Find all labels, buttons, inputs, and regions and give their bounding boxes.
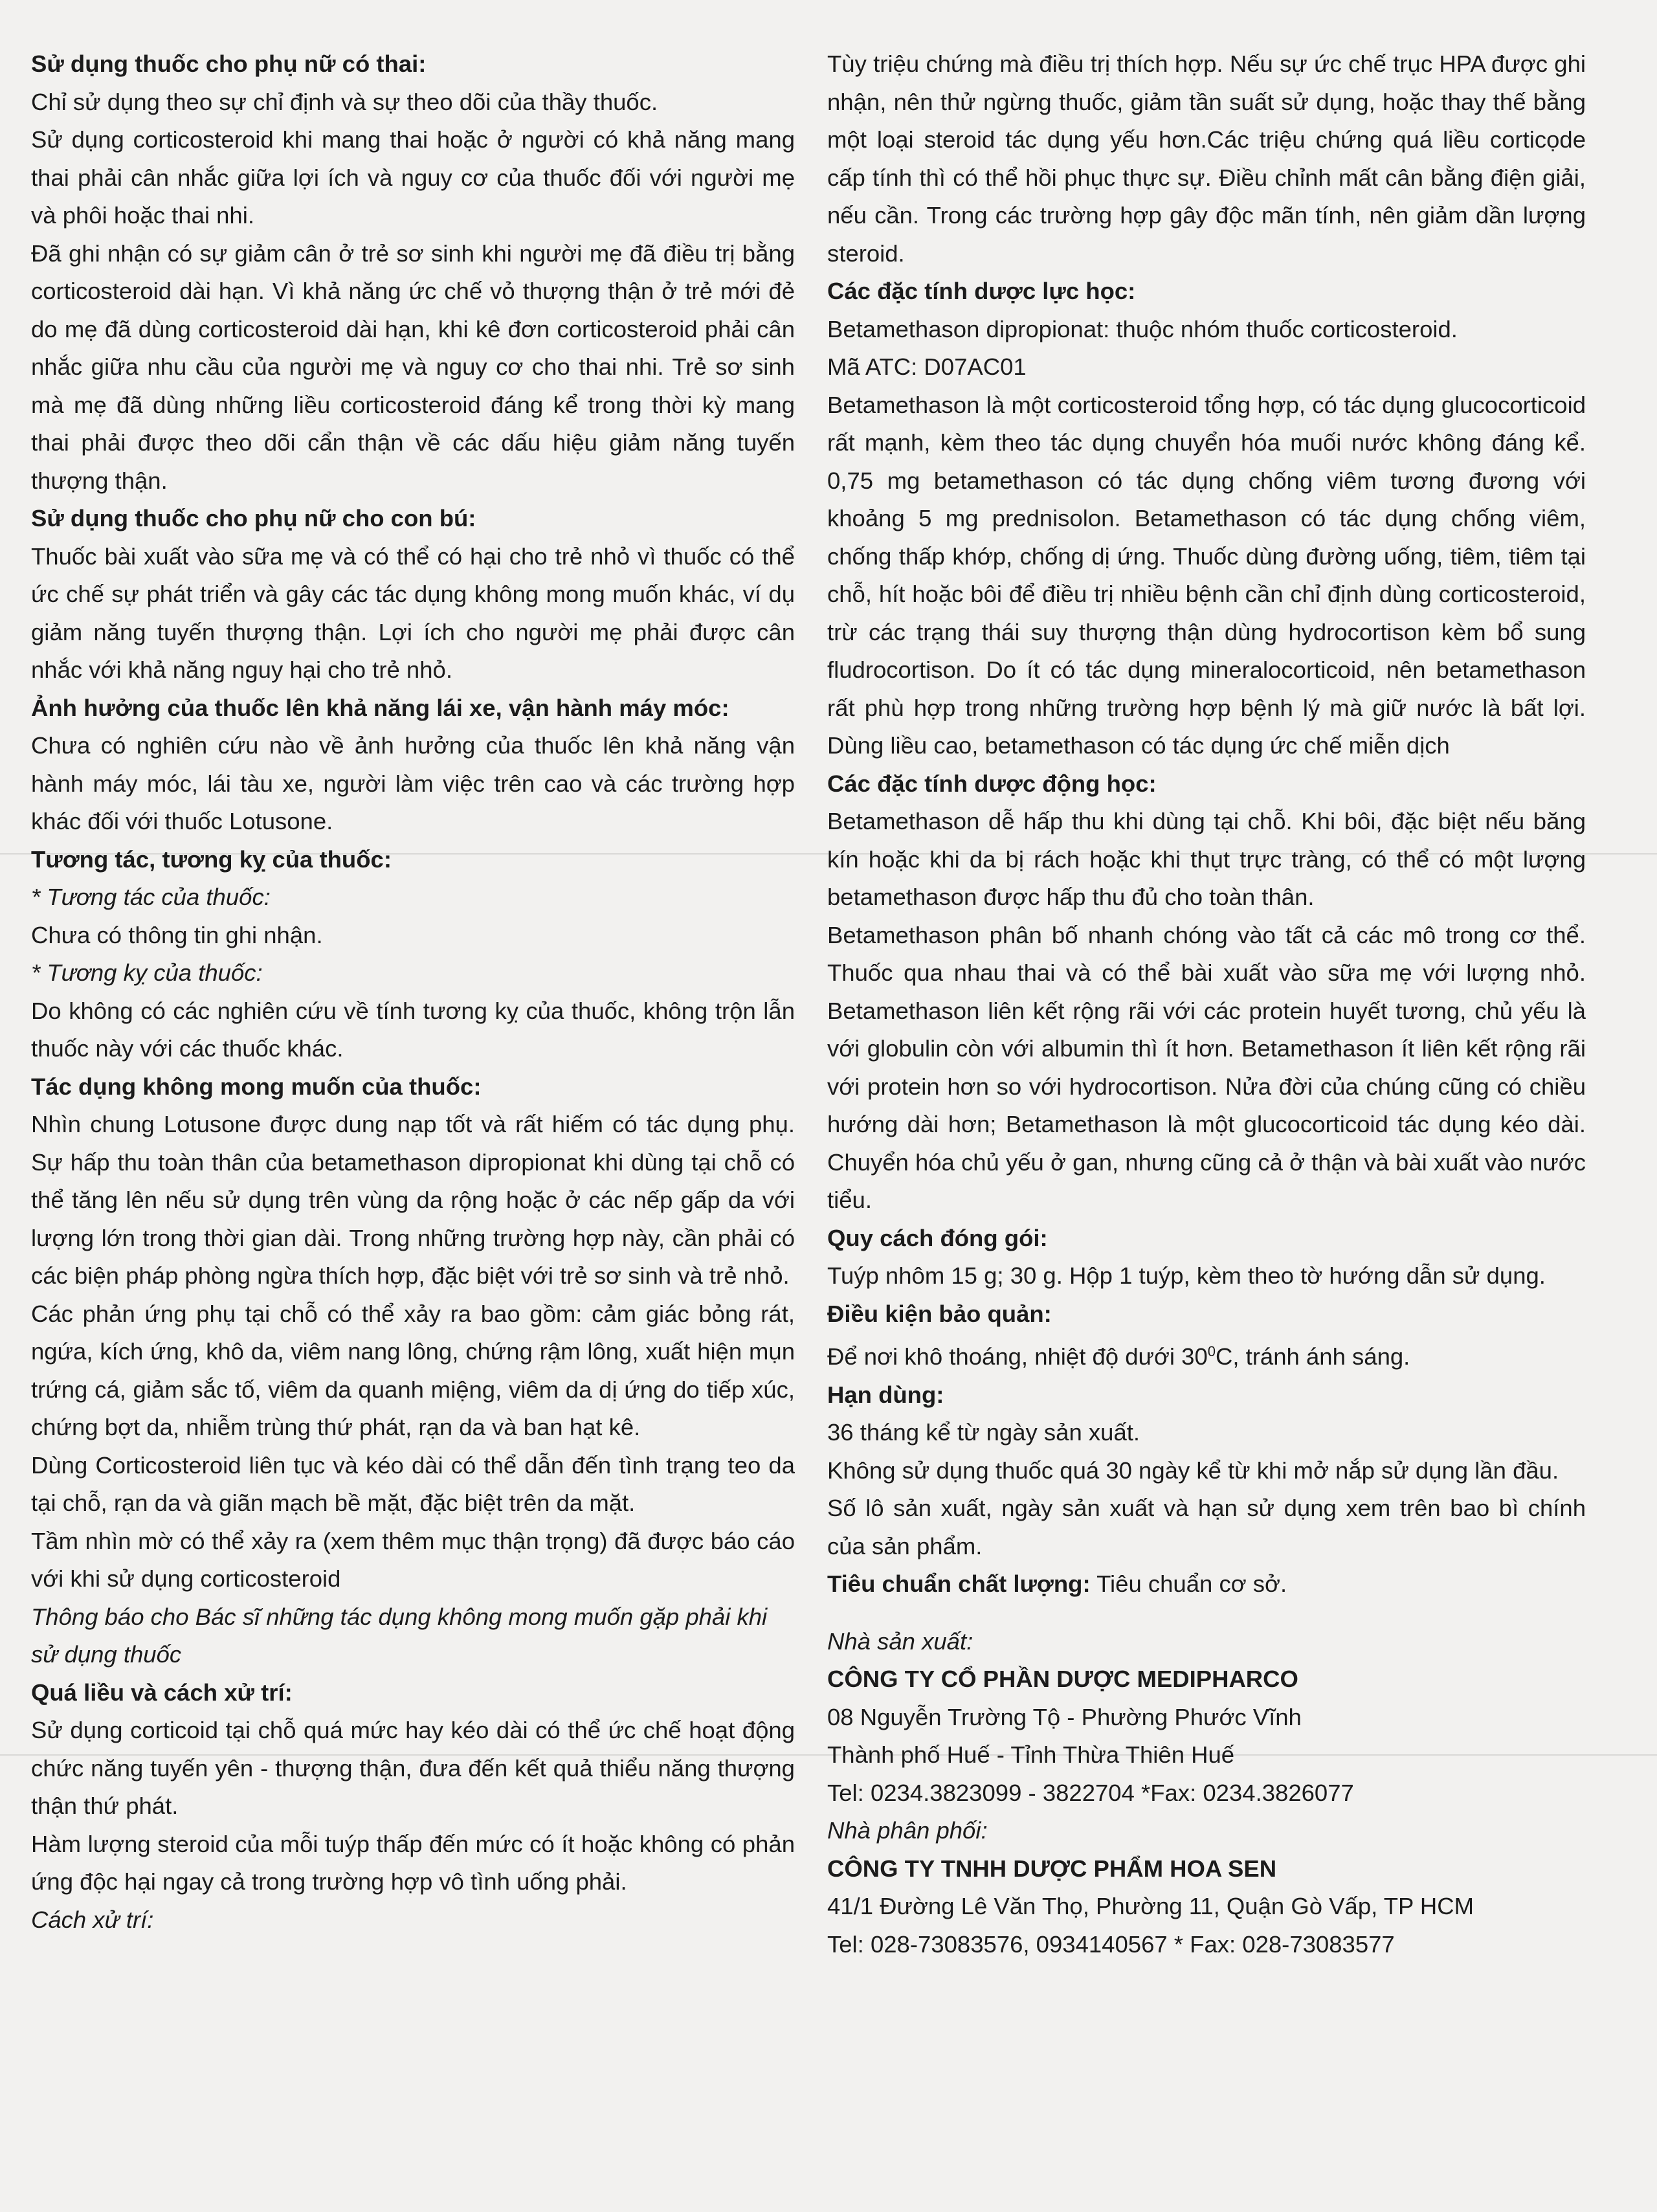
paragraph: Tùy triệu chứng mà điều trị thích hợp. Nếu sự ức chế trục HPA được ghi nhận, nên thử ngừng thuốc, giảm tần suất sử dụng, hoặc thay thế bằng một loại steroid tác dụng yếu hơn.Các triệu chứng quá liều corticọde cấp tính thì có thể hồi phục thực sự. Điều chỉnh mất cân bằng điện giải, nếu cần. Trong các trường hợp gây độc mãn tính, nên giảm dần lượng steroid. bbox=[827, 50, 1586, 267]
paragraph: Chỉ sử dụng theo sự chỉ định và sự theo dõi của thầy thuốc. bbox=[31, 88, 658, 115]
section-heading: Ảnh hưởng của thuốc lên khả năng lái xe, vận hành máy móc: bbox=[31, 694, 729, 721]
paragraph: Hàm lượng steroid của mỗi tuýp thấp đến mức có ít hoặc không có phản ứng độc hại ngay cả trong trường hợp vô tình uống phải. bbox=[31, 1830, 795, 1895]
manufacturer-address: Thành phố Huế - Tỉnh Thừa Thiên Huế bbox=[827, 1741, 1235, 1769]
section-heading: Quá liều và cách xử trí: bbox=[31, 1679, 293, 1706]
section-heading: Tương tác, tương kỵ của thuốc: bbox=[31, 845, 392, 873]
paragraph: Sử dụng corticoid tại chỗ quá mức hay kéo dài có thể ức chế hoạt động chức năng tuyến yên - thượng thận, đưa đến kết quả thiểu năng thượng thận thứ phát. bbox=[31, 1717, 795, 1819]
paragraph: Không sử dụng thuốc quá 30 ngày kể từ khi mở nắp sử dụng lần đầu. bbox=[827, 1457, 1559, 1484]
paragraph: Các phản ứng phụ tại chỗ có thể xảy ra bao gồm: cảm giác bỏng rát, ngứa, kích ứng, khô da, viêm nang lông, chứng rậm lông, xuất hiện mụn trứng cá, giảm sắc tố, viêm da quanh miệng, viêm da dị ứng do tiếp xúc, chứng bợt da, nhiễm trùng thứ phát, rạn da và ban hạt kê. bbox=[31, 1300, 795, 1440]
paragraph: Nhìn chung Lotusone được dung nạp tốt và rất hiếm có tác dụng phụ. Sự hấp thu toàn thân của betamethason dipropionat khi dùng tại chỗ có thể tăng lên nếu sử dụng trên vùng da rộng hoặc ở các nếp gấp da với lượng lớn trong thời gian dài. Trong những trường hợp này, cần phải có các biện pháp phòng ngừa thích hợp, đặc biệt với trẻ sơ sinh và trẻ nhỏ. bbox=[31, 1111, 795, 1289]
paragraph: Betamethason dễ hấp thu khi dùng tại chỗ. Khi bôi, đặc biệt nếu băng kín hoặc khi da bị rách hoặc khi thụt trực tràng, có thể có một lượng betamethason được hấp thu đủ cho toàn thân. bbox=[827, 808, 1586, 910]
distributor-phone: Tel: 028-73083576, 0934140567 * Fax: 028-73083577 bbox=[827, 1930, 1395, 1958]
paragraph: 36 tháng kể từ ngày sản xuất. bbox=[827, 1419, 1140, 1446]
distributor-label: Nhà phân phối: bbox=[827, 1817, 988, 1844]
manufacturer-address: 08 Nguyễn Trường Tộ - Phường Phước Vĩnh bbox=[827, 1703, 1302, 1730]
sub-heading: * Tương tác của thuốc: bbox=[31, 884, 271, 910]
note: Thông báo cho Bác sĩ những tác dụng không mong muốn gặp phải khi sử dụng thuốc bbox=[31, 1603, 768, 1668]
section-heading: Sử dụng thuốc cho phụ nữ có thai: bbox=[31, 50, 427, 77]
paragraph: Thuốc bài xuất vào sữa mẹ và có thể có hại cho trẻ nhỏ vì thuốc có thể ức chế sự phát triển và gây các tác dụng không mong muốn khác, ví dụ giảm năng tuyến thượng thận. Lợi ích cho người mẹ phải được cân nhắc với khả năng nguy hại cho trẻ nhỏ. bbox=[31, 542, 795, 683]
paragraph: Dùng Corticosteroid liên tục và kéo dài có thể dẫn đến tình trạng teo da tại chỗ, rạn da và giãn mạch bề mặt, đặc biệt trên da mặt. bbox=[31, 1451, 795, 1516]
storage-text bbox=[827, 1333, 1586, 1376]
manufacturer-label: Nhà sản xuất: bbox=[827, 1627, 973, 1655]
paragraph: Tuýp nhôm 15 g; 30 g. Hộp 1 tuýp, kèm theo tờ hướng dẫn sử dụng. bbox=[827, 1262, 1546, 1289]
section-heading: Hạn dùng: bbox=[827, 1381, 944, 1408]
paragraph: Betamethason dipropionat: thuộc nhóm thuốc corticosteroid. bbox=[827, 315, 1458, 342]
atc-code: Mã ATC: D07AC01 bbox=[827, 353, 1027, 380]
distributor-address: 41/1 Đường Lê Văn Thọ, Phường 11, Quận Gò Vấp, TP HCM bbox=[827, 1893, 1474, 1920]
paragraph: Betamethason phân bố nhanh chóng vào tất cả các mô trong cơ thể. Thuốc qua nhau thai và có thể bài xuất vào sữa mẹ với lượng nhỏ. Betamethason liên kết rộng rãi với các protein huyết tương, chủ yếu là với globulin còn với albumin thì ít hơn. Betamethason ít liên kết rộng rãi với protein hơn so với hydrocortison. Nửa đời của chúng cũng có chiều hướng dài hơn; Betamethason là một glucocorticoid tác dụng kéo dài. Chuyển hóa chủ yếu ở gan, nhưng cũng cả ở thận và bài xuất vào nước tiểu. bbox=[827, 921, 1586, 1213]
manufacturer-phone: Tel: 0234.3823099 - 3822704 *Fax: 0234.3826077 bbox=[827, 1779, 1354, 1806]
quality-standard bbox=[827, 1565, 1586, 1603]
distributor-name: CÔNG TY TNHH DƯỢC PHẨM HOA SEN bbox=[827, 1855, 1277, 1882]
manufacturer-name: CÔNG TY CỔ PHẦN DƯỢC MEDIPHARCO bbox=[827, 1666, 1298, 1693]
paragraph: Chưa có thông tin ghi nhận. bbox=[31, 921, 323, 948]
paragraph: Tầm nhìn mờ có thể xảy ra (xem thêm mục thận trọng) đã được báo cáo với khi sử dụng corticosteroid bbox=[31, 1527, 795, 1592]
paragraph: Đã ghi nhận có sự giảm cân ở trẻ sơ sinh khi người mẹ đã điều trị bằng corticosteroid dài hạn. Vì khả năng ức chế vỏ thượng thận ở trẻ mới đẻ do mẹ đã dùng corticosteroid dài hạn, khi kê đơn corticosteroid phải cân nhắc giữa nhu cầu của người mẹ và nguy cơ cho thai nhi. Trẻ sơ sinh mà mẹ đã dùng những liều corticosteroid đáng kể trong thời kỳ mang thai phải được theo dõi cẩn thận về các dấu hiệu giảm năng tuyến thượng thận. bbox=[31, 240, 795, 494]
section-heading: Tác dụng không mong muốn của thuốc: bbox=[31, 1073, 482, 1100]
standard-value: Tiêu chuẩn cơ sở. bbox=[1090, 1570, 1287, 1598]
storage-text-b: C, tránh ánh sáng. bbox=[1216, 1343, 1410, 1370]
section-heading: Các đặc tính dược lực học: bbox=[827, 278, 1136, 304]
left-column bbox=[31, 45, 795, 1939]
paragraph: Betamethason là một corticosteroid tổng hợp, có tác dụng glucocorticoid rất mạnh, kèm theo tác dụng chuyển hóa muối nước không đáng kể. 0,75 mg betamethason có tác dụng chống viêm tương đương với khoảng 5 mg prednisolon. Betamethason có tác dụng chống viêm, chống thấp khớp, chống dị ứng. Thuốc dùng đường uống, tiêm, tiêm tại chỗ, hít hoặc bôi để điều trị nhiều bệnh cần chỉ định dùng corticosteroid, trừ các trạng thái suy thượng thận dùng hydrocortison kèm bổ sung fludrocortison. Do ít có tác dụng mineralocorticoid, nên betamethason rất phù hợp trong những trường hợp bệnh lý mà giữ nước là bất lợi. Dùng liều cao, betamethason có tác dụng ức chế miễn dịch bbox=[827, 391, 1586, 759]
section-heading: Điều kiện bảo quản: bbox=[827, 1300, 1052, 1327]
paragraph: Do không có các nghiên cứu về tính tương kỵ của thuốc, không trộn lẫn thuốc này với các thuốc khác. bbox=[31, 997, 795, 1062]
section-heading: Quy cách đóng gói: bbox=[827, 1224, 1048, 1251]
section-heading: Sử dụng thuốc cho phụ nữ cho con bú: bbox=[31, 505, 476, 531]
section-heading: Các đặc tính dược động học: bbox=[827, 770, 1157, 797]
degree-superscript: 0 bbox=[1207, 1343, 1216, 1359]
paragraph: Số lô sản xuất, ngày sản xuất và hạn sử dụng xem trên bao bì chính của sản phẩm. bbox=[827, 1495, 1586, 1559]
sub-heading: * Tương kỵ của thuốc: bbox=[31, 959, 263, 986]
sub-heading: Cách xử trí: bbox=[31, 1906, 154, 1933]
storage-text-a: Để nơi khô thoáng, nhiệt độ dưới 30 bbox=[827, 1343, 1208, 1370]
paragraph: Chưa có nghiên cứu nào về ảnh hưởng của thuốc lên khả năng vận hành máy móc, lái tàu xe, người làm việc trên cao và các trường hợp khác đối với thuốc Lotusone. bbox=[31, 732, 795, 834]
right-column bbox=[827, 45, 1586, 1963]
standard-label: Tiêu chuẩn chất lượng: bbox=[827, 1570, 1091, 1598]
paragraph: Sử dụng corticosteroid khi mang thai hoặc ở người có khả năng mang thai phải cân nhắc giữa lợi ích và nguy cơ của thuốc đối với người mẹ và phôi hoặc thai nhi. bbox=[31, 126, 795, 229]
